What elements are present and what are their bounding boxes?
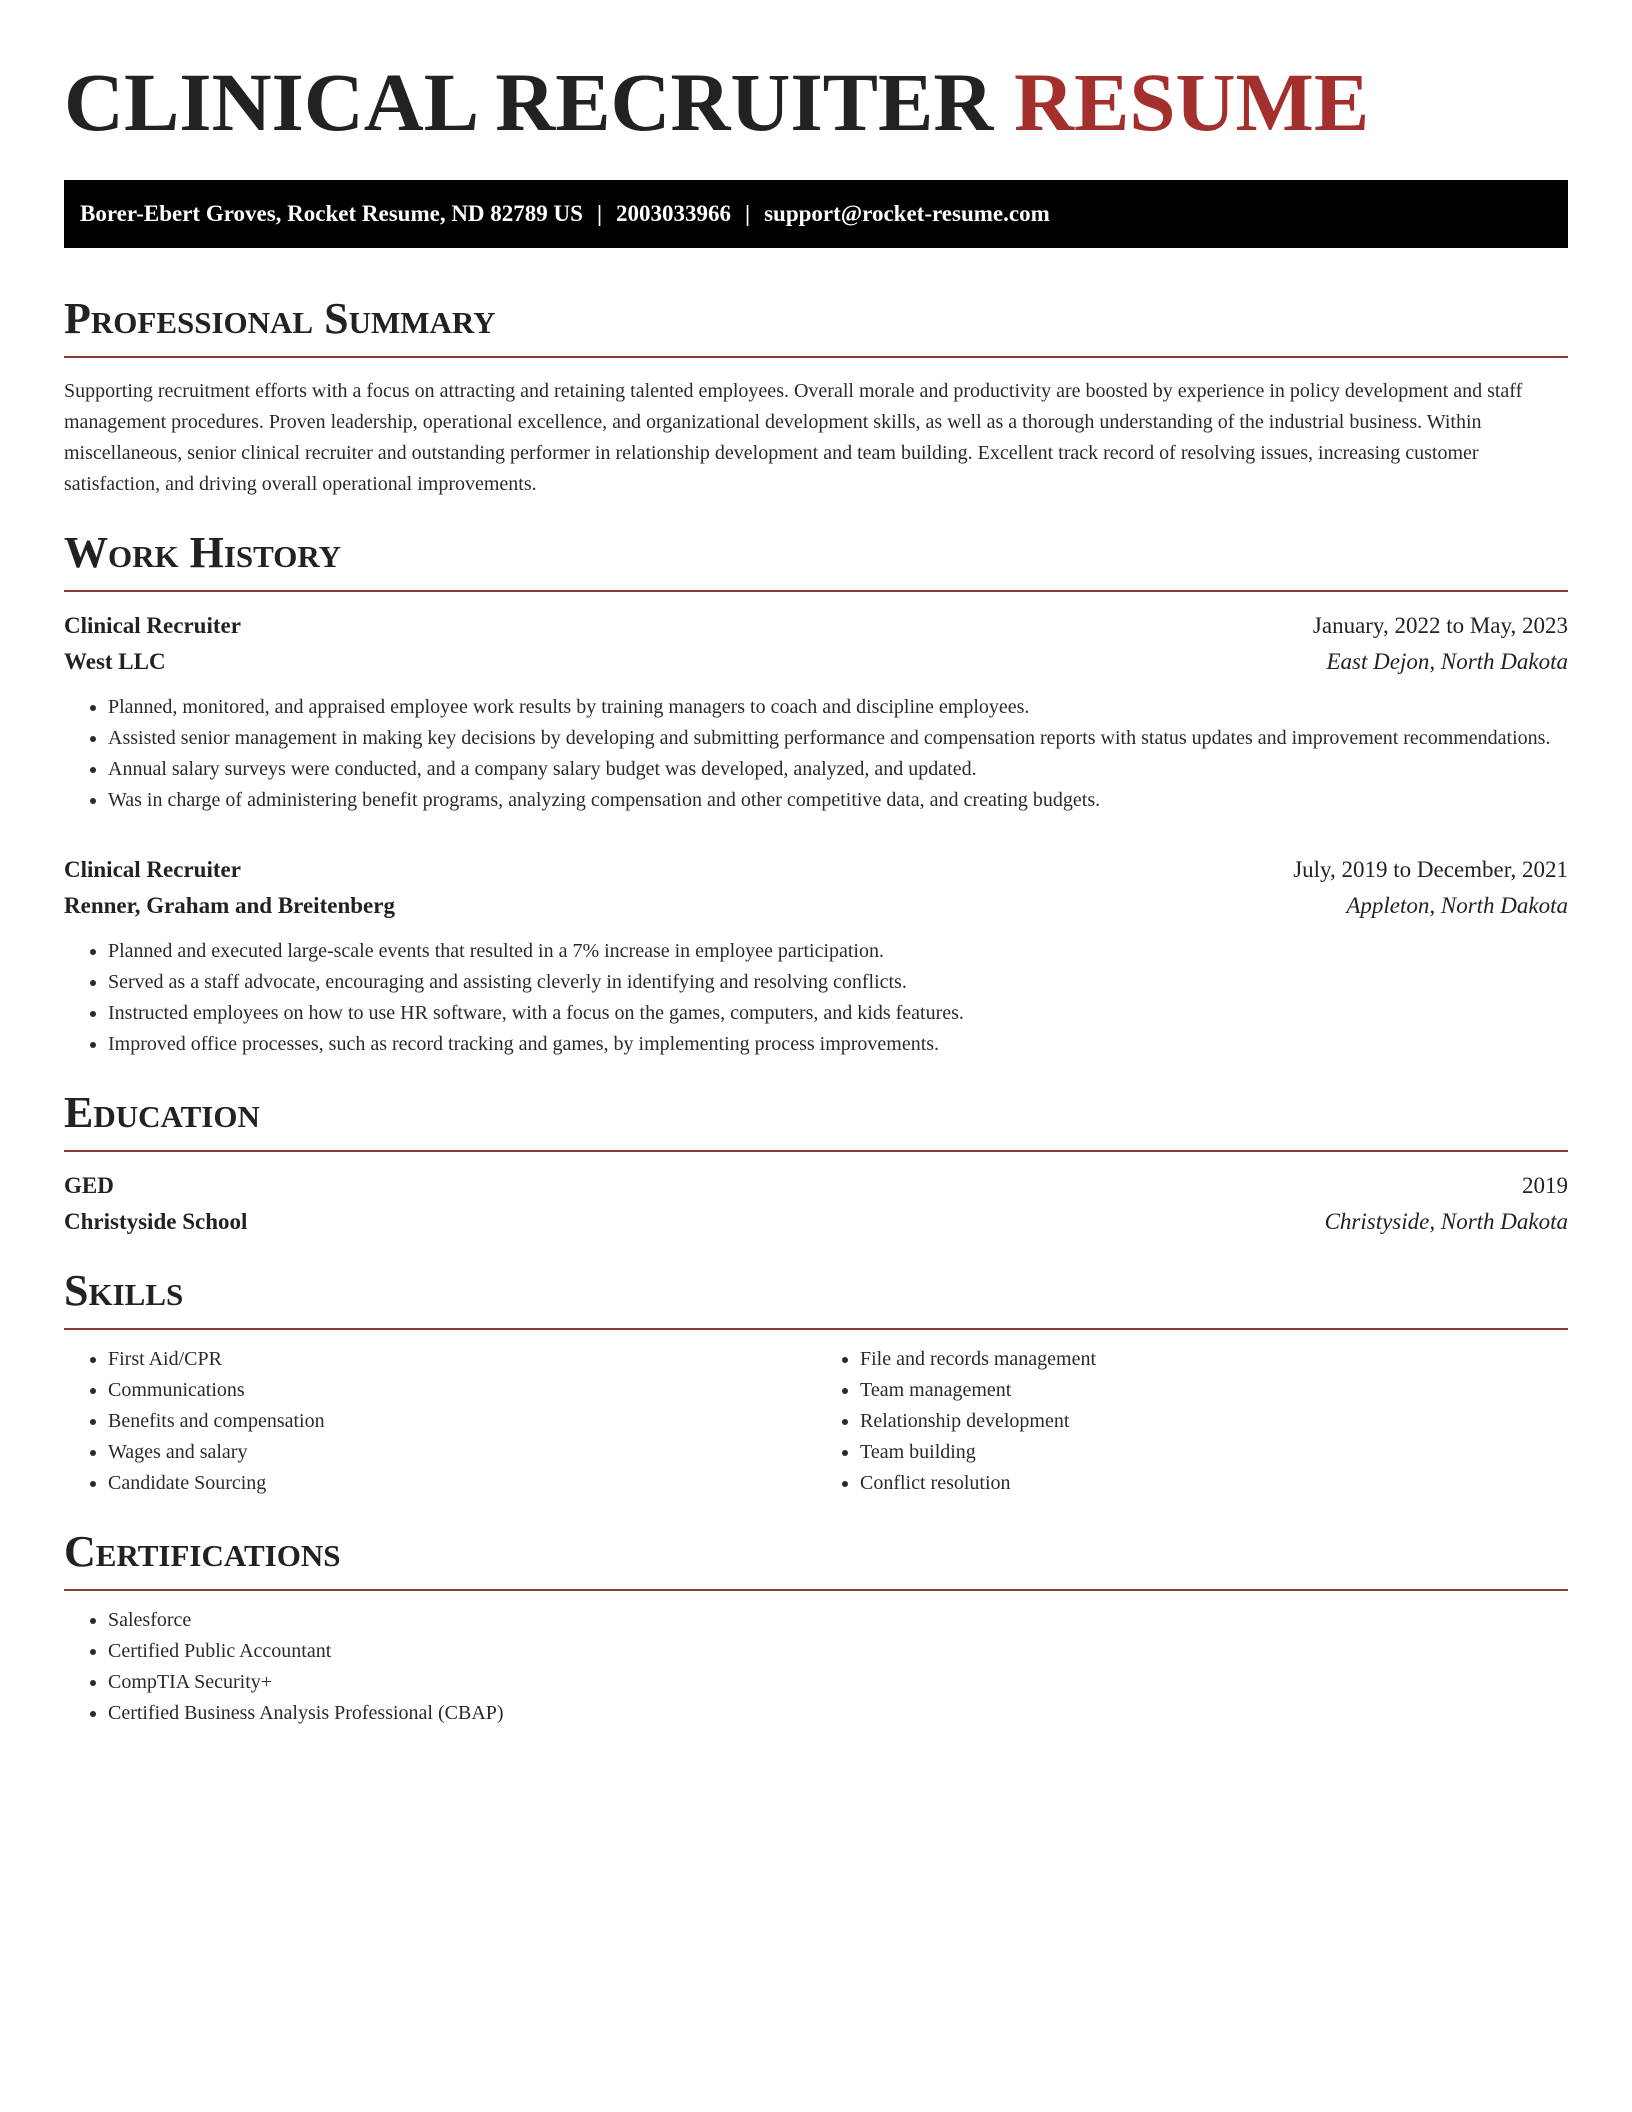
- section-title-certifications: Certifications: [64, 1527, 341, 1576]
- education-school-row: [64, 1204, 1568, 1240]
- education-location: Christyside, North Dakota: [1324, 1209, 1568, 1234]
- job-header-row: [64, 608, 1568, 644]
- section-divider: [64, 356, 1568, 358]
- list-item: • Conflict resolution: [860, 1468, 1568, 1499]
- work-history-section: [64, 528, 1568, 1060]
- list-item: • Was in charge of administering benefit programs, analyzing compensation and other competitive data, and creating budgets.: [108, 785, 1568, 816]
- list-item: • CompTIA Security+: [108, 1667, 1568, 1698]
- job-bullets: [64, 936, 1568, 1060]
- contact-address: Borer-Ebert Groves, Rocket Resume, ND 82789 US: [80, 201, 583, 226]
- job-company-row: [64, 644, 1568, 680]
- list-item: • Candidate Sourcing: [108, 1468, 816, 1499]
- list-item: • Team management: [860, 1375, 1568, 1406]
- summary-section: [64, 294, 1568, 500]
- education-school: Christyside School: [64, 1209, 248, 1234]
- education-degree: GED: [64, 1173, 114, 1198]
- list-item: • Relationship development: [860, 1406, 1568, 1437]
- list-item: • Wages and salary: [108, 1437, 816, 1468]
- education-entry: [64, 1168, 1568, 1240]
- list-item: • Annual salary surveys were conducted, and a company salary budget was developed, analyzed, and updated.: [108, 754, 1568, 785]
- section-divider: [64, 1150, 1568, 1152]
- section-title-education: Education: [64, 1088, 260, 1137]
- list-item: • Assisted senior management in making key decisions by developing and submitting performance and compensation reports with status updates and improvement recommendations.: [108, 723, 1568, 754]
- list-item: • Instructed employees on how to use HR software, with a focus on the games, computers, and kids features.: [108, 998, 1568, 1029]
- section-divider: [64, 1589, 1568, 1591]
- list-item: • Planned, monitored, and appraised employee work results by training managers to coach and discipline employees.: [108, 692, 1568, 723]
- contact-separator: |: [596, 201, 603, 226]
- job-dates: July, 2019 to December, 2021: [1293, 857, 1568, 882]
- section-divider: [64, 590, 1568, 592]
- certifications-section: [64, 1527, 1568, 1729]
- certifications-list: [64, 1605, 1568, 1729]
- contact-phone: 2003033966: [616, 201, 732, 226]
- list-item: • Team building: [860, 1437, 1568, 1468]
- skills-grid: [64, 1344, 1568, 1499]
- title-main: CLINICAL RECRUITER: [64, 56, 994, 148]
- job-entry: [64, 608, 1568, 816]
- list-item: • Benefits and compensation: [108, 1406, 816, 1437]
- skills-list-right: [816, 1344, 1568, 1499]
- contact-bar: [64, 180, 1568, 248]
- contact-email[interactable]: support@rocket-resume.com: [764, 201, 1050, 226]
- skills-list-left: [64, 1344, 816, 1499]
- job-entry: [64, 852, 1568, 1060]
- list-item: • Certified Business Analysis Professional (CBAP): [108, 1698, 1568, 1729]
- job-dates: January, 2022 to May, 2023: [1312, 613, 1568, 638]
- list-item: • Certified Public Accountant: [108, 1636, 1568, 1667]
- list-item: • Served as a staff advocate, encouraging and assisting cleverly in identifying and resolving conflicts.: [108, 967, 1568, 998]
- job-company-row: [64, 888, 1568, 924]
- education-header-row: [64, 1168, 1568, 1204]
- job-location: Appleton, North Dakota: [1346, 893, 1568, 918]
- job-company: Renner, Graham and Breitenberg: [64, 893, 395, 918]
- section-title-skills: Skills: [64, 1266, 184, 1315]
- list-item: • First Aid/CPR: [108, 1344, 816, 1375]
- list-item: • Planned and executed large-scale events that resulted in a 7% increase in employee participation.: [108, 936, 1568, 967]
- title-accent: RESUME: [1014, 56, 1370, 148]
- job-location: East Dejon, North Dakota: [1326, 649, 1568, 674]
- job-title: Clinical Recruiter: [64, 857, 241, 882]
- job-bullets: [64, 692, 1568, 816]
- summary-text: Supporting recruitment efforts with a focus on attracting and retaining talented employees. Overall morale and productivity are boosted by experience in policy development and staff management procedures. Proven leadership, operational excellence, and organizational development skills, as well as a thorough understanding of the industrial business. Within miscellaneous, senior clinical recruiter and outstanding performer in relationship development and team building. Excellent track record of resolving issues, increasing customer satisfaction, and driving overall operational improvements.: [64, 380, 1523, 495]
- list-item: • Communications: [108, 1375, 816, 1406]
- job-header-row: [64, 852, 1568, 888]
- resume-title: [64, 56, 1568, 148]
- education-section: [64, 1088, 1568, 1240]
- job-company: West LLC: [64, 649, 166, 674]
- section-title-summary: Professional Summary: [64, 294, 496, 343]
- education-year: 2019: [1522, 1173, 1568, 1198]
- section-title-work-history: Work History: [64, 528, 342, 577]
- job-title: Clinical Recruiter: [64, 613, 241, 638]
- list-item: • Improved office processes, such as record tracking and games, by implementing process improvements.: [108, 1029, 1568, 1060]
- list-item: • File and records management: [860, 1344, 1568, 1375]
- contact-separator: |: [745, 201, 751, 226]
- section-divider: [64, 1328, 1568, 1330]
- skills-section: [64, 1266, 1568, 1499]
- list-item: • Salesforce: [108, 1605, 1568, 1636]
- resume-page: [64, 56, 1568, 1729]
